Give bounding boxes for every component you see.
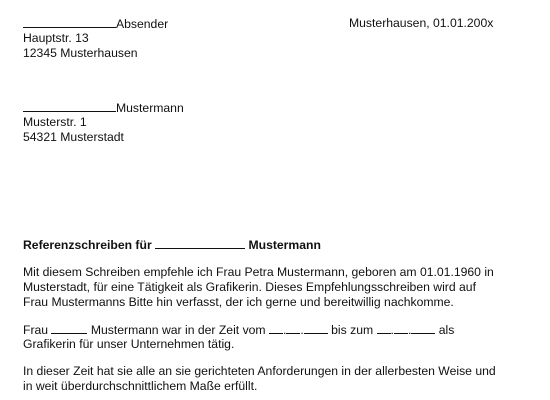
end-day-blank [377, 322, 391, 334]
recipient-city: 54321 Musterstadt [23, 130, 124, 144]
end-month-blank [394, 322, 408, 334]
recipient-block [23, 100, 184, 116]
date-separator: . [300, 323, 304, 337]
sender-name-blank [23, 16, 116, 28]
start-date-blank [269, 323, 328, 337]
paragraph-3-line-2: in weit überdurchschnittlichem Maße erfüllt. [23, 379, 258, 393]
recipient-name: Mustermann [116, 101, 184, 115]
end-year-blank [411, 322, 435, 334]
date-separator: . [282, 323, 287, 337]
sender-block [23, 16, 168, 32]
recipient-street: Musterstr. 1 [23, 115, 87, 129]
sender-city: 12345 Musterhausen [23, 46, 138, 60]
paragraph-1-line-1: Mit diesem Schreiben empfehle ich Frau Petra Mustermann, geboren am 01.01.1960 in [23, 265, 494, 279]
frau-label: Frau [23, 323, 49, 337]
place-date: Musterhausen, 01.01.200x [349, 16, 494, 30]
sender-street: Hauptstr. 13 [23, 31, 89, 45]
paragraph-1-line-2: Musterstadt, für eine Tätigkeit als Grafikerin. Dieses Empfehlungsschreiben wird auf [23, 280, 476, 294]
subject-prefix: Referenzschreiben für [23, 238, 152, 252]
start-year-blank [304, 322, 328, 334]
paragraph-2-line-2: Grafikerin für unser Unternehmen tätig. [23, 337, 235, 351]
subject-name: Mustermann [248, 238, 321, 252]
paragraph-3-line-1: In dieser Zeit hat sie alle an sie gerichteten Anforderungen in der allerbesten Weise und [23, 364, 496, 378]
paragraph-2-line-1 [23, 322, 454, 338]
employment-text: Mustermann war in der Zeit vom [90, 323, 266, 337]
subject-first-name-blank [155, 237, 245, 249]
bis-label: bis zum [331, 323, 374, 337]
als-label: als [438, 323, 455, 337]
sender-label: Absender [116, 17, 169, 31]
subject-line [23, 237, 321, 253]
paragraph-1-line-3: Frau Mustermanns Bitte hin verfasst, der ich gerne und bereitwillig nachkomme. [23, 295, 454, 309]
end-date-blank [377, 323, 436, 337]
date-separator: . [390, 323, 394, 337]
start-day-blank [269, 322, 283, 334]
date-separator: . [407, 323, 412, 337]
first-name-blank [51, 322, 87, 334]
recipient-first-name-blank [23, 100, 116, 112]
start-month-blank [286, 322, 300, 334]
